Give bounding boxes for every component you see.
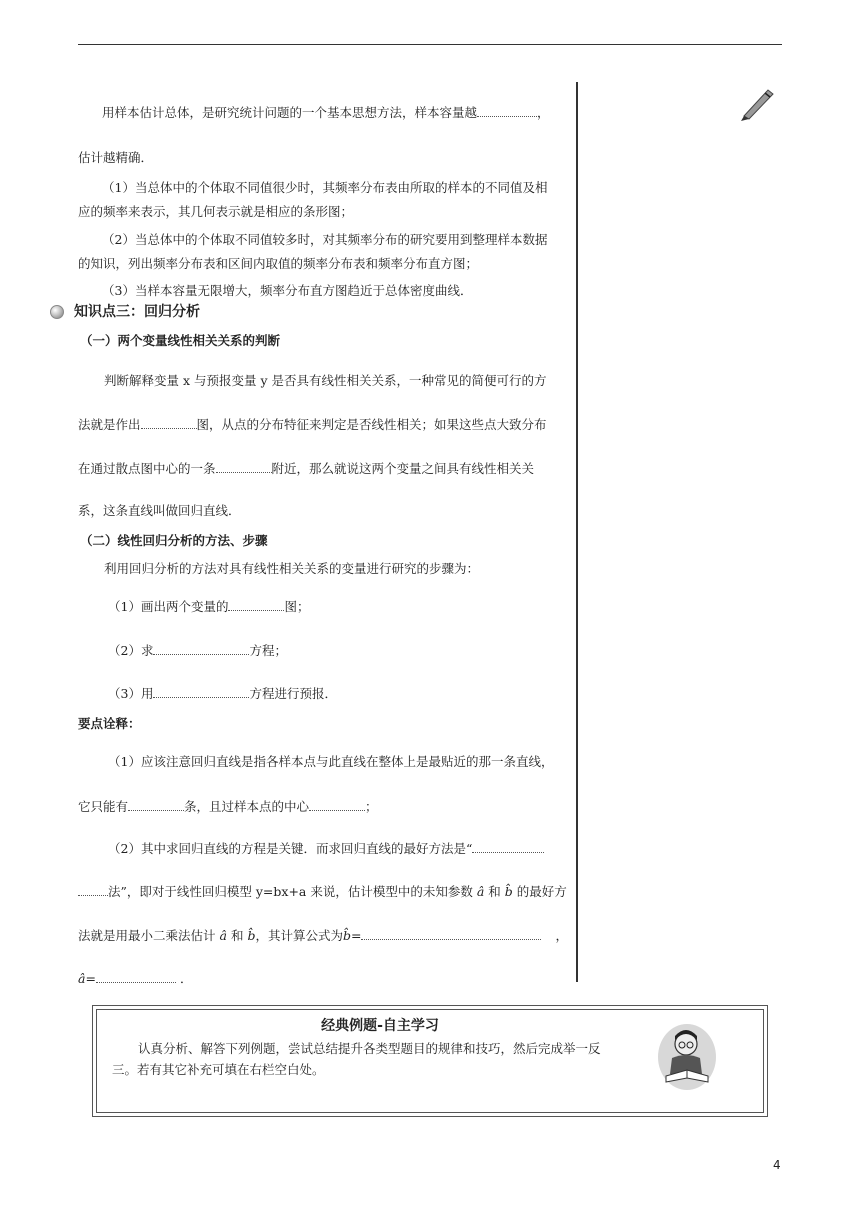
subsection-1-title: （一）两个变量线性相关关系的判断 bbox=[80, 333, 281, 348]
example-box-title: 经典例题-自主学习 bbox=[321, 1018, 439, 1034]
subsection-2-title: （二）线性回归分析的方法、步骤 bbox=[80, 533, 268, 548]
example-box-line1: 认真分析、解答下列例题，尝试总结提升各类型题目的规律和技巧，然后完成举一反 bbox=[138, 1041, 601, 1056]
intro-item1a: （1）当总体中的个体取不同值很少时，其频率分布表由所取的样本的不同值及相 bbox=[102, 180, 548, 195]
note2-line2: 法”，即对于线性回归模型 y=bx+a 来说，估计模型中的未知参数 â 和 b̂ 的最好方 bbox=[78, 884, 567, 900]
note2-line3: 法就是用最小二乘法估计 â 和 b̂，其计算公式为b̂= ， bbox=[78, 928, 568, 943]
note2-line1: （2）其中求回归直线的方程是关键．而求回归直线的最好方法是“ bbox=[108, 841, 544, 857]
note1-line1: （1）应该注意回归直线是指各样本点与此直线在整体上是最贴近的那一条直线， bbox=[108, 754, 554, 769]
step-2: （2）求 方程； bbox=[108, 643, 287, 658]
intro-item1b: 应的频率来表示，其几何表示就是相应的条形图； bbox=[78, 204, 354, 219]
notes-title: 要点诠释： bbox=[78, 716, 141, 731]
section-title: 知识点三：回归分析 bbox=[74, 304, 200, 320]
top-rule bbox=[78, 44, 782, 45]
note2-line4: â= ． bbox=[78, 971, 193, 986]
example-box-line2: 三。若有其它补充可填在右栏空白处。 bbox=[112, 1062, 325, 1077]
intro-item2a: （2）当总体中的个体取不同值较多时，对其频率分布的研究要用到整理样本数据 bbox=[102, 232, 548, 247]
intro-line1: 用样本估计总体，是研究统计问题的一个基本思想方法，样本容量越 ， bbox=[102, 105, 550, 120]
para1-line1: 判断解释变量 x 与预报变量 y 是否具有线性相关关系，一种常见的简便可行的方 bbox=[104, 373, 547, 388]
note1-line2: 它只能有 条，且过样本点的中心 ； bbox=[78, 799, 378, 814]
para2: 利用回归分析的方法对具有线性相关关系的变量进行研究的步骤为： bbox=[104, 561, 480, 576]
para1-line2: 法就是作出 图，从点的分布特征来判定是否线性相关；如果这些点大致分布 bbox=[78, 417, 547, 432]
intro-item3: （3）当样本容量无限增大，频率分布直方图趋近于总体密度曲线． bbox=[102, 283, 473, 298]
student-reading-icon bbox=[656, 1022, 718, 1092]
intro-item2b: 的知识，列出频率分布表和区间内取值的频率分布表和频率分布直方图； bbox=[78, 256, 479, 271]
step-1: （1）画出两个变量的 图； bbox=[108, 599, 310, 614]
column-divider bbox=[576, 82, 578, 982]
para1-line4: 系，这条直线叫做回归直线． bbox=[78, 503, 241, 518]
intro-line2: 估计越精确． bbox=[78, 150, 154, 165]
pen-icon bbox=[738, 86, 776, 122]
page-number: 4 bbox=[773, 1158, 781, 1172]
step-3: （3）用 方程进行预报． bbox=[108, 686, 337, 701]
sphere-bullet-icon bbox=[50, 305, 64, 319]
para1-line3: 在通过散点图中心的一条 附近，那么就说这两个变量之间具有线性相关关 bbox=[78, 461, 535, 476]
